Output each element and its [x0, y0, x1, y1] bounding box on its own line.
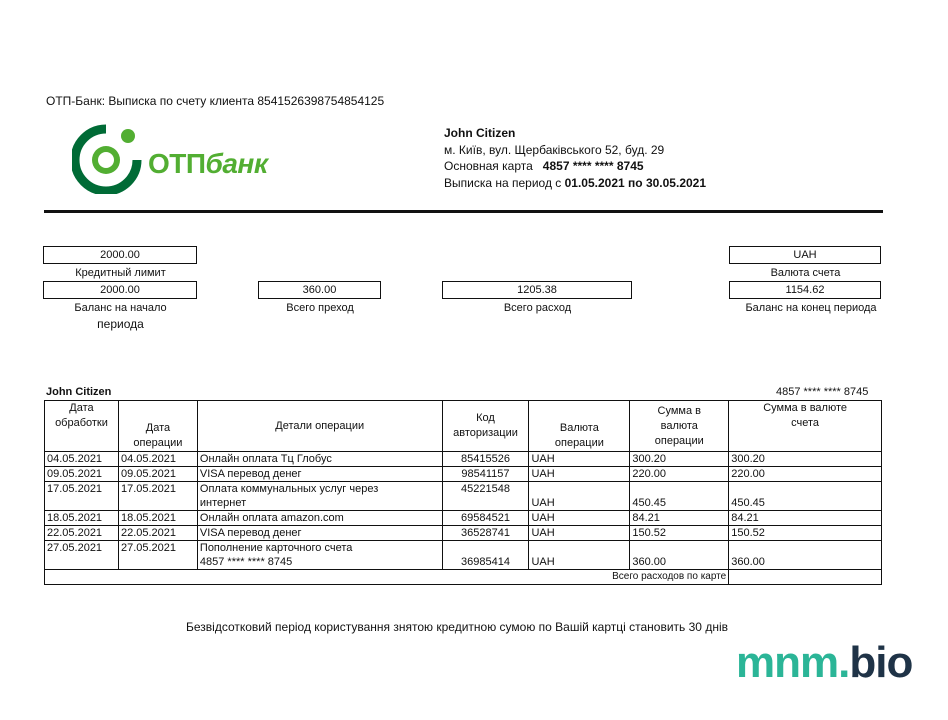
cell-acc-amount: 360.00 [729, 541, 882, 570]
table-row [45, 526, 882, 541]
cell-currency: UAH [529, 482, 630, 511]
otp-logo-icon [72, 124, 152, 194]
cell-currency: UAH [529, 511, 630, 526]
cell-currency: UAH [529, 541, 630, 570]
total-label: Всего расходов по карте [45, 570, 729, 585]
total-expense-value: 1205.38 [442, 281, 632, 299]
details-line-1: VISA перевод денег [199, 527, 302, 539]
table-row [45, 541, 882, 570]
total-income-label: Всего преход [286, 302, 354, 314]
total-income-value: 360.00 [258, 281, 381, 299]
watermark-logo [736, 638, 912, 688]
details-line-2: 4857 **** **** 8745 [199, 556, 293, 568]
statement-period [444, 175, 706, 192]
col-currency: Валюта операции [529, 401, 630, 452]
cell-operation-date: 18.05.2021 [118, 511, 197, 526]
cell-auth-code: 36528741 [442, 526, 529, 541]
client-info [444, 125, 706, 191]
cell-currency: UAH [529, 467, 630, 482]
period-to: 30.05.2021 [645, 175, 707, 190]
opening-balance-value: 2000.00 [43, 281, 197, 299]
currency-value: UAH [729, 246, 881, 264]
cell-details [197, 511, 442, 526]
cell-op-amount: 84.21 [630, 511, 729, 526]
statement-header: ОТП-Банк: Выписка по счету клиента 8541526398754854125 [46, 94, 385, 108]
cell-auth-code: 98541157 [442, 467, 529, 482]
cell-acc-amount: 84.21 [729, 511, 882, 526]
credit-limit-value: 2000.00 [43, 246, 197, 264]
details-line-1: VISA перевод денег [199, 468, 302, 480]
cell-details [197, 452, 442, 467]
watermark-part-2: bio [849, 638, 913, 687]
cell-processing-date: 18.05.2021 [45, 511, 119, 526]
cell-acc-amount: 220.00 [729, 467, 882, 482]
client-name: John Citizen [444, 126, 516, 140]
table-header-row [45, 401, 882, 452]
table-card-number: 4857 **** **** 8745 [776, 386, 869, 398]
total-row [45, 570, 882, 585]
cell-operation-date: 22.05.2021 [118, 526, 197, 541]
details-line-1: Онлайн оплата amazon.com [199, 512, 344, 524]
table-row [45, 482, 882, 511]
card-number: 4857 **** **** 8745 [542, 159, 644, 173]
client-address: м. Київ, вул. Щербаківського 52, буд. 29 [444, 142, 665, 157]
cell-op-amount: 300.20 [630, 452, 729, 467]
details-line-1: Онлайн оплата Тц Глобус [199, 453, 332, 465]
cell-details [197, 482, 442, 511]
cell-operation-date: 27.05.2021 [118, 541, 197, 570]
col-details: Детали операции [197, 401, 442, 452]
cell-processing-date: 09.05.2021 [45, 467, 119, 482]
client-card-line [444, 158, 706, 175]
cell-processing-date: 17.05.2021 [45, 482, 119, 511]
cell-op-amount: 220.00 [630, 467, 729, 482]
cell-acc-amount: 300.20 [729, 452, 882, 467]
total-expense-label: Всего расход [503, 302, 572, 314]
cell-processing-date: 22.05.2021 [45, 526, 119, 541]
cell-operation-date: 09.05.2021 [118, 467, 197, 482]
cell-currency: UAH [529, 452, 630, 467]
watermark-part-1: mnm. [736, 638, 850, 687]
opening-balance-label [43, 300, 198, 332]
col-acc-amount: Сумма в валюте счета [729, 401, 882, 452]
cell-details [197, 467, 442, 482]
cell-op-amount: 150.52 [630, 526, 729, 541]
cell-auth-code: 45221548 [442, 482, 529, 511]
details-line-1: Оплата коммунальных услуг через [199, 483, 379, 495]
cell-auth-code: 36985414 [442, 541, 529, 570]
transactions-table [44, 400, 882, 585]
cell-acc-amount: 150.52 [729, 526, 882, 541]
col-auth-code: Код авторизации [442, 401, 529, 452]
details-line-1: Пополнение карточного счета [199, 542, 353, 554]
cell-details [197, 526, 442, 541]
opening-balance-label-line2: периода [97, 317, 144, 331]
col-operation-date: Дата операции [118, 401, 197, 452]
credit-limit-label: Кредитный лимит [75, 267, 166, 279]
cell-details [197, 541, 442, 570]
period-to-label: по [628, 175, 643, 190]
cell-auth-code: 69584521 [442, 511, 529, 526]
closing-balance-label: Баланс на конец периода [745, 302, 877, 314]
table-row [45, 452, 882, 467]
header-divider [44, 210, 883, 213]
details-line-2: интернет [199, 497, 247, 509]
table-row [45, 467, 882, 482]
table-row [45, 511, 882, 526]
col-op-amount: Сумма в валюта операции [630, 401, 729, 452]
total-value [729, 570, 882, 585]
opening-balance-label-line1: Баланс на начало [74, 302, 167, 314]
col-processing-date: Дата обработки [45, 401, 119, 452]
cell-op-amount: 360.00 [630, 541, 729, 570]
cell-acc-amount: 450.45 [729, 482, 882, 511]
cell-op-amount: 450.45 [630, 482, 729, 511]
cell-auth-code: 85415526 [442, 452, 529, 467]
cell-processing-date: 27.05.2021 [45, 541, 119, 570]
card-label: Основная карта [444, 159, 533, 173]
period-label: Выписка на период с [444, 175, 562, 190]
closing-balance-value: 1154.62 [729, 281, 881, 299]
logo-text-bank: банк [205, 148, 268, 179]
cell-operation-date: 04.05.2021 [118, 452, 197, 467]
logo-text [148, 148, 268, 180]
logo-text-otp: ОТП [148, 148, 206, 179]
period-from: 01.05.2021 [564, 175, 625, 190]
cell-processing-date: 04.05.2021 [45, 452, 119, 467]
cell-currency: UAH [529, 526, 630, 541]
table-owner: John Citizen [46, 386, 112, 398]
interest-free-note: Безвідсотковий період користування знятою кредитною сумою по Вашій картці становить 30 днів [186, 620, 728, 634]
cell-operation-date: 17.05.2021 [118, 482, 197, 511]
currency-label: Валюта счета [770, 267, 841, 279]
